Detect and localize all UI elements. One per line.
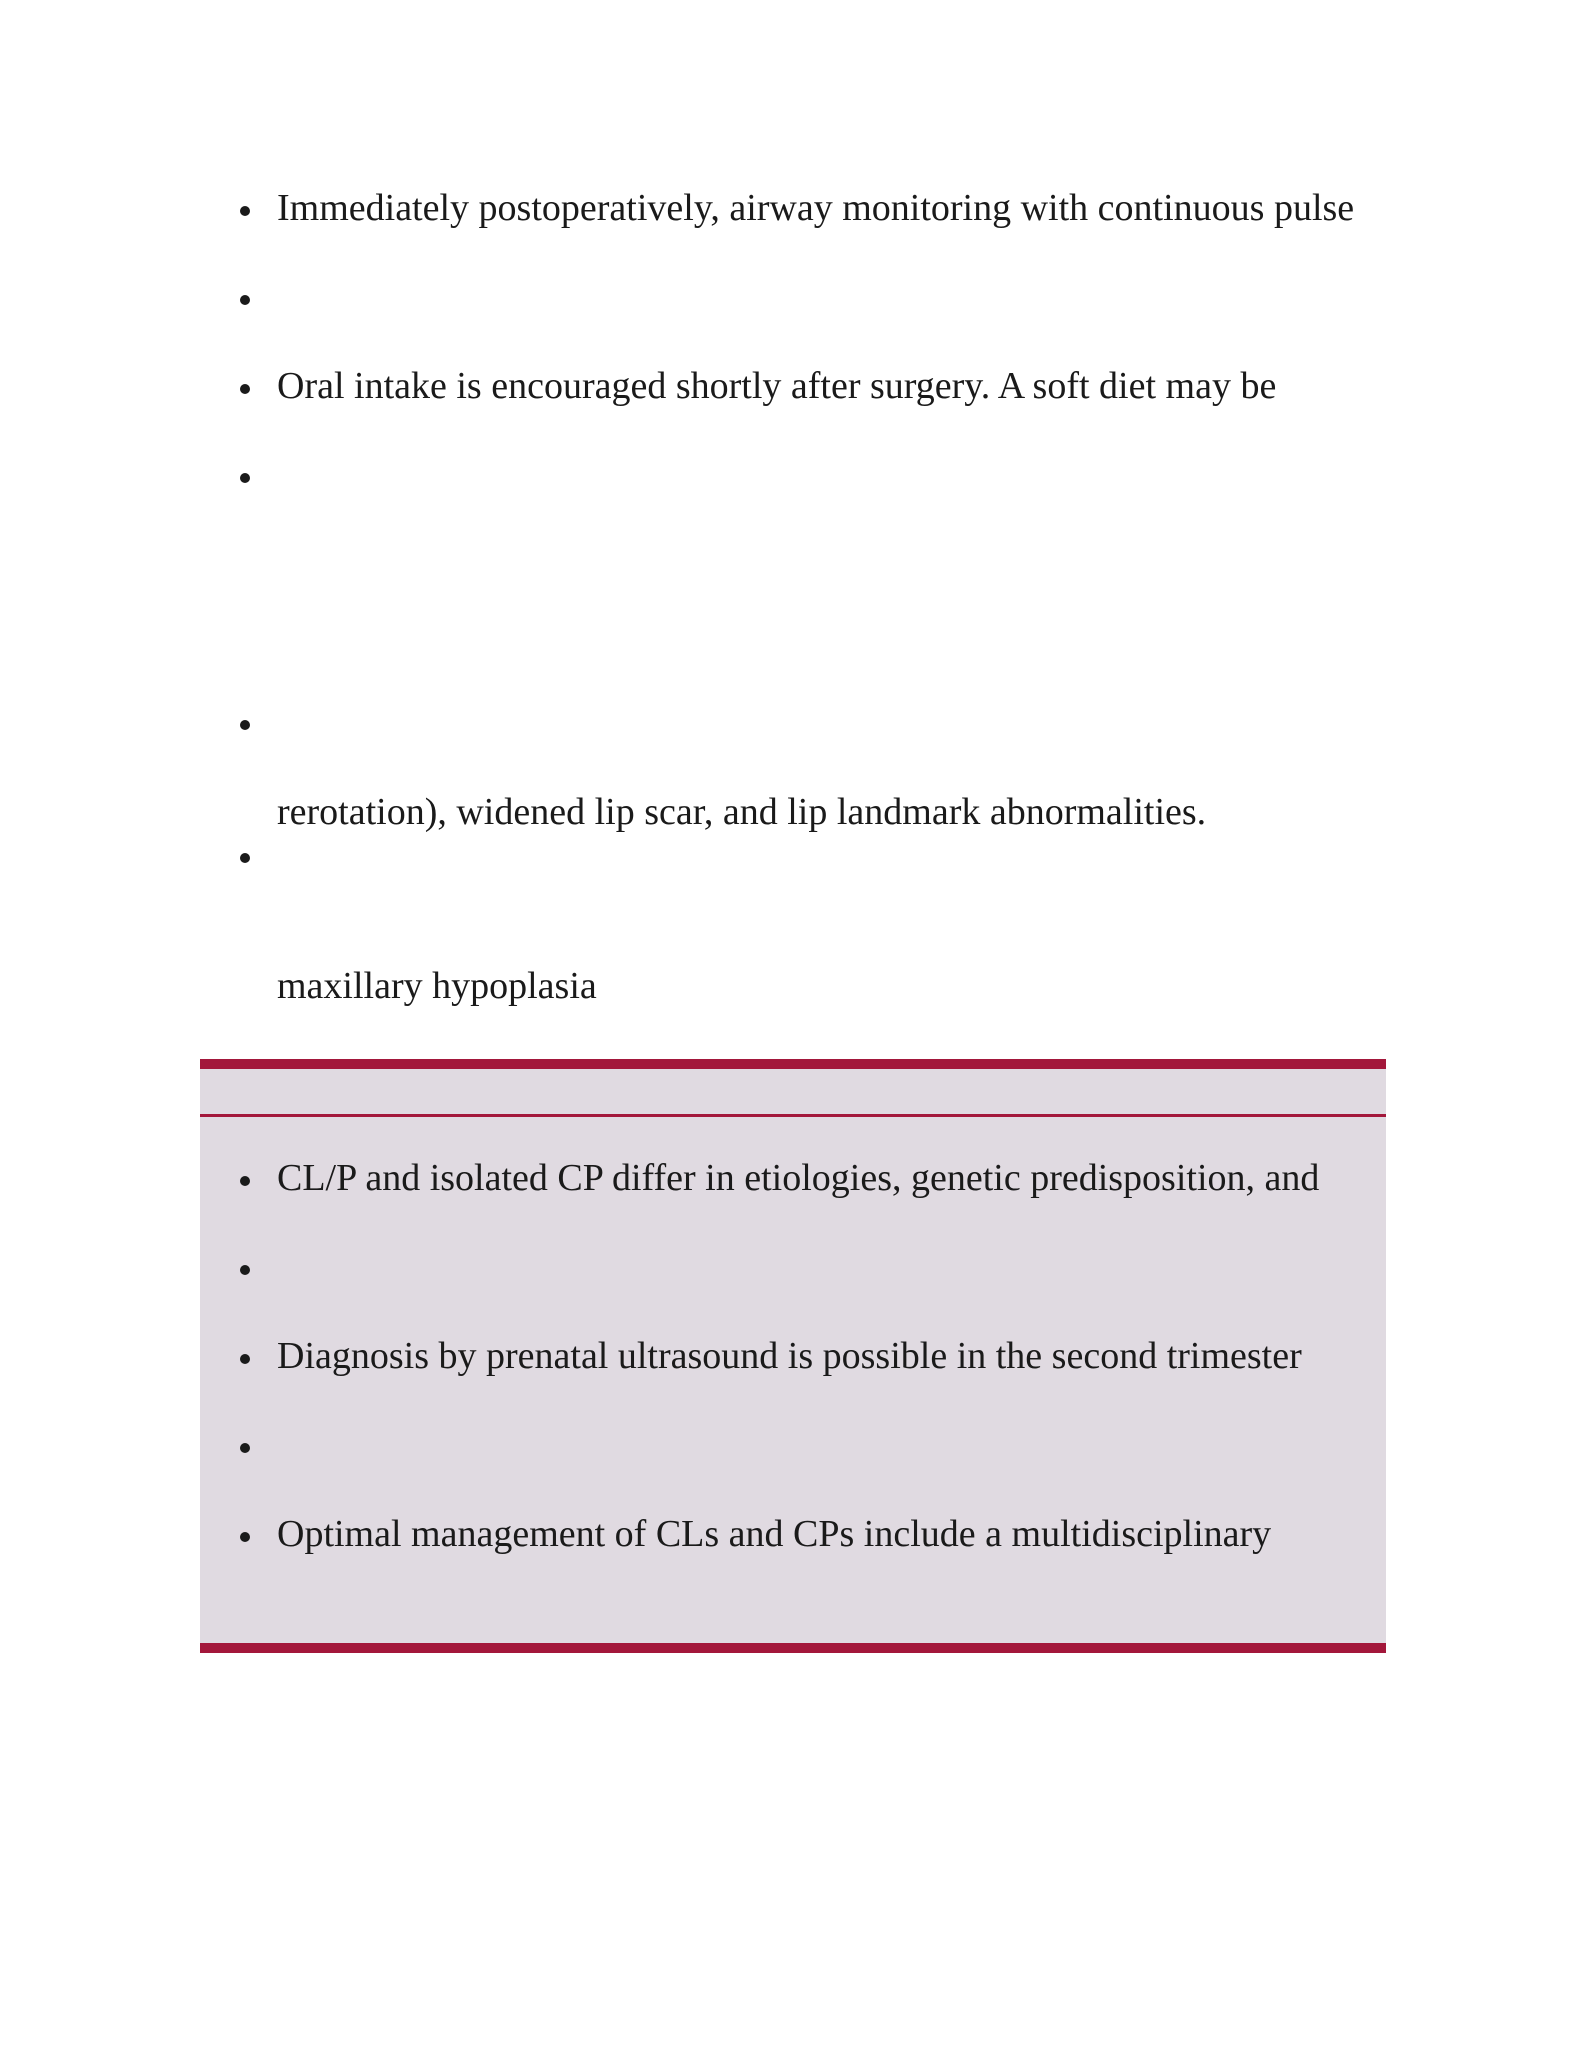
key-point-text: Diagnosis by prenatal ultrasound is possible in the second trimester — [277, 1335, 1302, 1377]
box-top-border — [200, 1059, 1386, 1069]
list-item-text: maxillary hypoplasia — [277, 965, 597, 1007]
key-point-text: CL/P and isolated CP differ in etiologies, genetic predisposition, and — [277, 1157, 1320, 1199]
list-bullet — [240, 1265, 250, 1275]
list-bullet — [240, 1354, 250, 1364]
list-bullet — [240, 206, 250, 216]
list-item-text: rerotation), widened lip scar, and lip landmark abnormalities. — [277, 791, 1207, 833]
list-item-text: Immediately postoperatively, airway monitoring with continuous pulse — [277, 187, 1355, 229]
box-header-divider — [200, 1114, 1386, 1117]
list-bullet — [240, 473, 250, 483]
key-point-text: Optimal management of CLs and CPs include a multidisciplinary — [277, 1513, 1272, 1555]
list-bullet — [240, 384, 250, 394]
list-bullet — [240, 295, 250, 305]
list-bullet — [240, 720, 250, 730]
list-bullet — [240, 853, 250, 863]
box-bottom-border — [200, 1643, 1386, 1653]
list-bullet — [240, 1176, 250, 1186]
list-item-text: Oral intake is encouraged shortly after surgery. A soft diet may be — [277, 365, 1277, 407]
list-bullet — [240, 1532, 250, 1542]
list-bullet — [240, 1443, 250, 1453]
